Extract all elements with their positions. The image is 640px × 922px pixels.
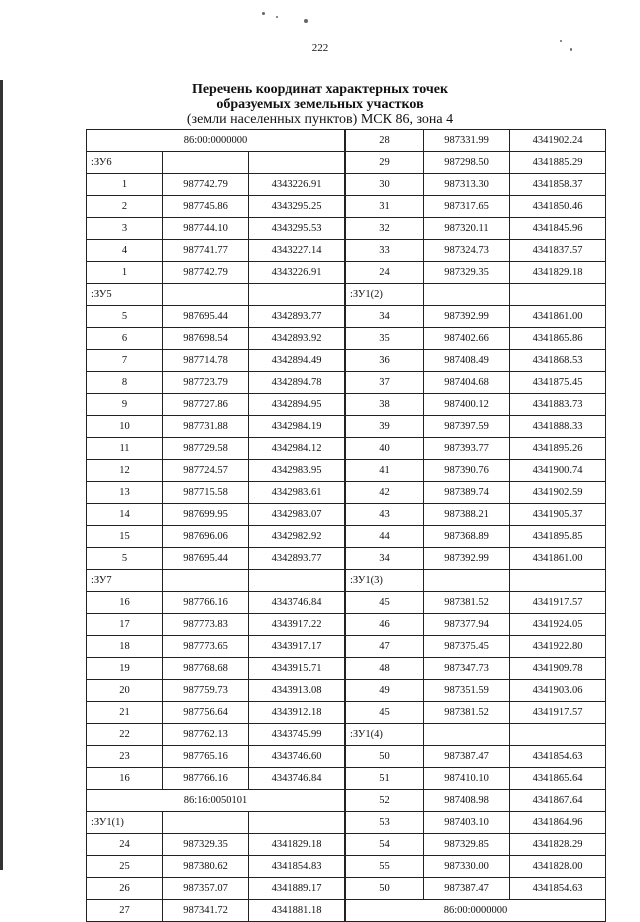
table-row [346, 394, 606, 416]
scan-speck [304, 19, 308, 23]
point-number-cell: 12 [87, 460, 163, 482]
y-coordinate-cell: 4341829.18 [510, 262, 606, 284]
y-coordinate-cell: 4341895.85 [510, 526, 606, 548]
x-coordinate-cell: 987313.30 [424, 174, 510, 196]
empty-cell [249, 284, 345, 306]
x-coordinate-cell: 987400.12 [424, 394, 510, 416]
empty-cell [510, 284, 606, 306]
y-coordinate-cell: 4341845.96 [510, 218, 606, 240]
table-row [346, 548, 606, 570]
parcel-group-row [87, 152, 345, 174]
y-coordinate-cell: 4343226.91 [249, 262, 345, 284]
empty-cell [163, 812, 249, 834]
y-coordinate-cell: 4342984.12 [249, 438, 345, 460]
y-coordinate-cell: 4342893.77 [249, 306, 345, 328]
x-coordinate-cell: 987387.47 [424, 878, 510, 900]
y-coordinate-cell: 4341875.45 [510, 372, 606, 394]
table-row [346, 328, 606, 350]
table-row [346, 812, 606, 834]
point-number-cell: 47 [346, 636, 424, 658]
x-coordinate-cell: 987698.54 [163, 328, 249, 350]
table-row [346, 702, 606, 724]
point-number-cell: 43 [346, 504, 424, 526]
empty-cell [510, 570, 606, 592]
parcel-group-row [87, 570, 345, 592]
y-coordinate-cell: 4341895.26 [510, 438, 606, 460]
point-number-cell: 16 [87, 768, 163, 790]
y-coordinate-cell: 4343295.53 [249, 218, 345, 240]
table-row [346, 504, 606, 526]
y-coordinate-cell: 4341854.83 [249, 856, 345, 878]
point-number-cell: 55 [346, 856, 424, 878]
point-number-cell: 13 [87, 482, 163, 504]
point-number-cell: 15 [87, 526, 163, 548]
point-number-cell: 22 [87, 724, 163, 746]
x-coordinate-cell: 987390.76 [424, 460, 510, 482]
table-row [87, 526, 345, 548]
page-number: 222 [311, 42, 329, 54]
table-row [346, 878, 606, 900]
x-coordinate-cell: 987756.64 [163, 702, 249, 724]
point-number-cell: 53 [346, 812, 424, 834]
scan-speck [276, 16, 278, 18]
table-row [87, 196, 345, 218]
point-number-cell: 7 [87, 350, 163, 372]
point-number-cell: 45 [346, 592, 424, 614]
parcel-id-cell: :ЗУ5 [87, 284, 163, 306]
point-number-cell: 29 [346, 152, 424, 174]
point-number-cell: 30 [346, 174, 424, 196]
x-coordinate-cell: 987731.88 [163, 416, 249, 438]
x-coordinate-cell: 987742.79 [163, 174, 249, 196]
x-coordinate-cell: 987715.58 [163, 482, 249, 504]
empty-cell [163, 152, 249, 174]
table-row [346, 592, 606, 614]
table-row [87, 680, 345, 702]
y-coordinate-cell: 4342894.78 [249, 372, 345, 394]
y-coordinate-cell: 4341858.37 [510, 174, 606, 196]
cadastral-block-row [346, 900, 606, 922]
parcel-group-row [87, 812, 345, 834]
point-number-cell: 21 [87, 702, 163, 724]
point-number-cell: 24 [346, 262, 424, 284]
y-coordinate-cell: 4341883.73 [510, 394, 606, 416]
y-coordinate-cell: 4341905.37 [510, 504, 606, 526]
empty-cell [424, 284, 510, 306]
table-row [346, 372, 606, 394]
y-coordinate-cell: 4341922.80 [510, 636, 606, 658]
coordinates-table-left [86, 129, 345, 922]
table-row [87, 636, 345, 658]
parcel-group-row [346, 724, 606, 746]
x-coordinate-cell: 987329.85 [424, 834, 510, 856]
table-row [87, 592, 345, 614]
table-row [87, 328, 345, 350]
parcel-id-cell: :ЗУ1(2) [346, 284, 424, 306]
point-number-cell: 40 [346, 438, 424, 460]
table-row [346, 196, 606, 218]
table-row [346, 240, 606, 262]
table-row [87, 878, 345, 900]
y-coordinate-cell: 4342983.61 [249, 482, 345, 504]
x-coordinate-cell: 987723.79 [163, 372, 249, 394]
x-coordinate-cell: 987699.95 [163, 504, 249, 526]
x-coordinate-cell: 987714.78 [163, 350, 249, 372]
parcel-id-cell: :ЗУ1(4) [346, 724, 424, 746]
point-number-cell: 9 [87, 394, 163, 416]
y-coordinate-cell: 4341854.63 [510, 746, 606, 768]
x-coordinate-cell: 987392.99 [424, 548, 510, 570]
table-row [346, 350, 606, 372]
y-coordinate-cell: 4343746.60 [249, 746, 345, 768]
table-row [87, 746, 345, 768]
point-number-cell: 44 [346, 526, 424, 548]
y-coordinate-cell: 4341889.17 [249, 878, 345, 900]
point-number-cell: 39 [346, 416, 424, 438]
point-number-cell: 31 [346, 196, 424, 218]
x-coordinate-cell: 987727.86 [163, 394, 249, 416]
x-coordinate-cell: 987357.07 [163, 878, 249, 900]
x-coordinate-cell: 987397.59 [424, 416, 510, 438]
x-coordinate-cell: 987298.50 [424, 152, 510, 174]
point-number-cell: 25 [87, 856, 163, 878]
table-row [346, 416, 606, 438]
empty-cell [163, 284, 249, 306]
x-coordinate-cell: 987773.65 [163, 636, 249, 658]
point-number-cell: 26 [87, 878, 163, 900]
y-coordinate-cell: 4341867.64 [510, 790, 606, 812]
y-coordinate-cell: 4341903.06 [510, 680, 606, 702]
point-number-cell: 37 [346, 372, 424, 394]
x-coordinate-cell: 987392.99 [424, 306, 510, 328]
document-title-line-3: (земли населенных пунктов) МСК 86, зона 4 [186, 112, 454, 127]
x-coordinate-cell: 987403.10 [424, 812, 510, 834]
y-coordinate-cell: 4343746.84 [249, 768, 345, 790]
point-number-cell: 28 [346, 130, 424, 152]
y-coordinate-cell: 4341868.53 [510, 350, 606, 372]
table-row [346, 658, 606, 680]
y-coordinate-cell: 4342893.77 [249, 548, 345, 570]
table-row [87, 460, 345, 482]
point-number-cell: 50 [346, 746, 424, 768]
x-coordinate-cell: 987766.16 [163, 592, 249, 614]
point-number-cell: 4 [87, 240, 163, 262]
table-row [346, 526, 606, 548]
scan-speck [262, 12, 265, 15]
point-number-cell: 54 [346, 834, 424, 856]
table-row [346, 174, 606, 196]
y-coordinate-cell: 4341924.05 [510, 614, 606, 636]
point-number-cell: 36 [346, 350, 424, 372]
table-row [346, 306, 606, 328]
empty-cell [249, 570, 345, 592]
point-number-cell: 35 [346, 328, 424, 350]
point-number-cell: 33 [346, 240, 424, 262]
y-coordinate-cell: 4341909.78 [510, 658, 606, 680]
point-number-cell: 10 [87, 416, 163, 438]
y-coordinate-cell: 4341828.29 [510, 834, 606, 856]
point-number-cell: 38 [346, 394, 424, 416]
parcel-group-row [346, 570, 606, 592]
cadastral-block-cell: 86:16:0050101 [87, 790, 345, 812]
x-coordinate-cell: 987768.68 [163, 658, 249, 680]
point-number-cell: 20 [87, 680, 163, 702]
x-coordinate-cell: 987742.79 [163, 262, 249, 284]
table-row [346, 130, 606, 152]
point-number-cell: 17 [87, 614, 163, 636]
point-number-cell: 2 [87, 196, 163, 218]
x-coordinate-cell: 987741.77 [163, 240, 249, 262]
x-coordinate-cell: 987729.58 [163, 438, 249, 460]
x-coordinate-cell: 987341.72 [163, 900, 249, 922]
y-coordinate-cell: 4342983.07 [249, 504, 345, 526]
x-coordinate-cell: 987695.44 [163, 306, 249, 328]
point-number-cell: 3 [87, 218, 163, 240]
y-coordinate-cell: 4341865.86 [510, 328, 606, 350]
table-row [346, 482, 606, 504]
parcel-group-row [87, 284, 345, 306]
point-number-cell: 5 [87, 548, 163, 570]
table-row [346, 636, 606, 658]
table-row [87, 174, 345, 196]
x-coordinate-cell: 987765.16 [163, 746, 249, 768]
y-coordinate-cell: 4341850.46 [510, 196, 606, 218]
cadastral-block-cell: 86:00:0000000 [87, 130, 345, 152]
x-coordinate-cell: 987377.94 [424, 614, 510, 636]
y-coordinate-cell: 4341917.57 [510, 592, 606, 614]
y-coordinate-cell: 4343226.91 [249, 174, 345, 196]
y-coordinate-cell: 4343917.17 [249, 636, 345, 658]
parcel-id-cell: :ЗУ6 [87, 152, 163, 174]
point-number-cell: 19 [87, 658, 163, 680]
point-number-cell: 1 [87, 262, 163, 284]
table-row [346, 790, 606, 812]
x-coordinate-cell: 987724.57 [163, 460, 249, 482]
x-coordinate-cell: 987317.65 [424, 196, 510, 218]
y-coordinate-cell: 4341829.18 [249, 834, 345, 856]
x-coordinate-cell: 987762.13 [163, 724, 249, 746]
table-row [87, 702, 345, 724]
x-coordinate-cell: 987695.44 [163, 548, 249, 570]
y-coordinate-cell: 4342894.95 [249, 394, 345, 416]
x-coordinate-cell: 987387.47 [424, 746, 510, 768]
point-number-cell: 34 [346, 306, 424, 328]
point-number-cell: 23 [87, 746, 163, 768]
point-number-cell: 27 [87, 900, 163, 922]
x-coordinate-cell: 987320.11 [424, 218, 510, 240]
point-number-cell: 52 [346, 790, 424, 812]
x-coordinate-cell: 987408.98 [424, 790, 510, 812]
x-coordinate-cell: 987368.89 [424, 526, 510, 548]
table-row [346, 614, 606, 636]
table-row [87, 548, 345, 570]
point-number-cell: 14 [87, 504, 163, 526]
x-coordinate-cell: 987389.74 [424, 482, 510, 504]
table-row [346, 460, 606, 482]
x-coordinate-cell: 987410.10 [424, 768, 510, 790]
y-coordinate-cell: 4341861.00 [510, 306, 606, 328]
x-coordinate-cell: 987331.99 [424, 130, 510, 152]
table-row [346, 438, 606, 460]
table-row [87, 438, 345, 460]
coordinates-table-right [345, 129, 606, 922]
parcel-id-cell: :ЗУ7 [87, 570, 163, 592]
parcel-id-cell: :ЗУ1(3) [346, 570, 424, 592]
table-row [87, 306, 345, 328]
table-row [87, 768, 345, 790]
table-row [87, 856, 345, 878]
table-row [87, 350, 345, 372]
y-coordinate-cell: 4343227.14 [249, 240, 345, 262]
table-row [87, 262, 345, 284]
table-row [87, 900, 345, 922]
x-coordinate-cell: 987329.35 [424, 262, 510, 284]
x-coordinate-cell: 987766.16 [163, 768, 249, 790]
document-title-line-2: образуемых земельных участков [216, 97, 424, 112]
parcel-id-cell: :ЗУ1(1) [87, 812, 163, 834]
point-number-cell: 49 [346, 680, 424, 702]
y-coordinate-cell: 4342893.92 [249, 328, 345, 350]
empty-cell [249, 152, 345, 174]
y-coordinate-cell: 4341828.00 [510, 856, 606, 878]
table-row [87, 834, 345, 856]
y-coordinate-cell: 4341865.64 [510, 768, 606, 790]
cadastral-block-row [87, 790, 345, 812]
table-row [346, 746, 606, 768]
point-number-cell: 11 [87, 438, 163, 460]
table-row [87, 614, 345, 636]
x-coordinate-cell: 987347.73 [424, 658, 510, 680]
table-row [346, 152, 606, 174]
point-number-cell: 50 [346, 878, 424, 900]
point-number-cell: 41 [346, 460, 424, 482]
x-coordinate-cell: 987744.10 [163, 218, 249, 240]
table-row [346, 218, 606, 240]
x-coordinate-cell: 987388.21 [424, 504, 510, 526]
point-number-cell: 1 [87, 174, 163, 196]
x-coordinate-cell: 987324.73 [424, 240, 510, 262]
point-number-cell: 5 [87, 306, 163, 328]
point-number-cell: 34 [346, 548, 424, 570]
table-row [87, 658, 345, 680]
y-coordinate-cell: 4341902.24 [510, 130, 606, 152]
y-coordinate-cell: 4343913.08 [249, 680, 345, 702]
cadastral-block-cell: 86:00:0000000 [346, 900, 606, 922]
y-coordinate-cell: 4341864.96 [510, 812, 606, 834]
x-coordinate-cell: 987408.49 [424, 350, 510, 372]
y-coordinate-cell: 4343746.84 [249, 592, 345, 614]
table-row [87, 372, 345, 394]
y-coordinate-cell: 4341900.74 [510, 460, 606, 482]
y-coordinate-cell: 4341861.00 [510, 548, 606, 570]
y-coordinate-cell: 4342984.19 [249, 416, 345, 438]
y-coordinate-cell: 4343912.18 [249, 702, 345, 724]
table-row [87, 504, 345, 526]
y-coordinate-cell: 4343295.25 [249, 196, 345, 218]
y-coordinate-cell: 4343745.99 [249, 724, 345, 746]
cadastral-block-row [87, 130, 345, 152]
x-coordinate-cell: 987393.77 [424, 438, 510, 460]
y-coordinate-cell: 4341902.59 [510, 482, 606, 504]
point-number-cell: 8 [87, 372, 163, 394]
x-coordinate-cell: 987696.06 [163, 526, 249, 548]
y-coordinate-cell: 4342894.49 [249, 350, 345, 372]
table-row [346, 680, 606, 702]
table-row [346, 834, 606, 856]
x-coordinate-cell: 987402.66 [424, 328, 510, 350]
scan-edge-line [0, 80, 3, 870]
x-coordinate-cell: 987381.52 [424, 702, 510, 724]
point-number-cell: 6 [87, 328, 163, 350]
point-number-cell: 16 [87, 592, 163, 614]
table-row [87, 482, 345, 504]
empty-cell [424, 724, 510, 746]
table-row [346, 856, 606, 878]
table-row [346, 262, 606, 284]
point-number-cell: 46 [346, 614, 424, 636]
x-coordinate-cell: 987381.52 [424, 592, 510, 614]
x-coordinate-cell: 987330.00 [424, 856, 510, 878]
x-coordinate-cell: 987380.62 [163, 856, 249, 878]
y-coordinate-cell: 4341888.33 [510, 416, 606, 438]
table-row [87, 240, 345, 262]
table-row [87, 416, 345, 438]
empty-cell [249, 812, 345, 834]
x-coordinate-cell: 987404.68 [424, 372, 510, 394]
table-row [87, 724, 345, 746]
x-coordinate-cell: 987759.73 [163, 680, 249, 702]
point-number-cell: 24 [87, 834, 163, 856]
y-coordinate-cell: 4341854.63 [510, 878, 606, 900]
y-coordinate-cell: 4341881.18 [249, 900, 345, 922]
y-coordinate-cell: 4343917.22 [249, 614, 345, 636]
x-coordinate-cell: 987351.59 [424, 680, 510, 702]
y-coordinate-cell: 4341837.57 [510, 240, 606, 262]
y-coordinate-cell: 4342982.92 [249, 526, 345, 548]
point-number-cell: 42 [346, 482, 424, 504]
point-number-cell: 18 [87, 636, 163, 658]
y-coordinate-cell: 4343915.71 [249, 658, 345, 680]
parcel-group-row [346, 284, 606, 306]
table-row [87, 218, 345, 240]
point-number-cell: 51 [346, 768, 424, 790]
empty-cell [424, 570, 510, 592]
y-coordinate-cell: 4341885.29 [510, 152, 606, 174]
document-title-line-1: Перечень координат характерных точек [191, 82, 449, 97]
x-coordinate-cell: 987773.83 [163, 614, 249, 636]
point-number-cell: 48 [346, 658, 424, 680]
point-number-cell: 32 [346, 218, 424, 240]
x-coordinate-cell: 987329.35 [163, 834, 249, 856]
empty-cell [510, 724, 606, 746]
table-row [346, 768, 606, 790]
table-row [87, 394, 345, 416]
y-coordinate-cell: 4342983.95 [249, 460, 345, 482]
x-coordinate-cell: 987745.86 [163, 196, 249, 218]
y-coordinate-cell: 4341917.57 [510, 702, 606, 724]
empty-cell [163, 570, 249, 592]
point-number-cell: 45 [346, 702, 424, 724]
x-coordinate-cell: 987375.45 [424, 636, 510, 658]
